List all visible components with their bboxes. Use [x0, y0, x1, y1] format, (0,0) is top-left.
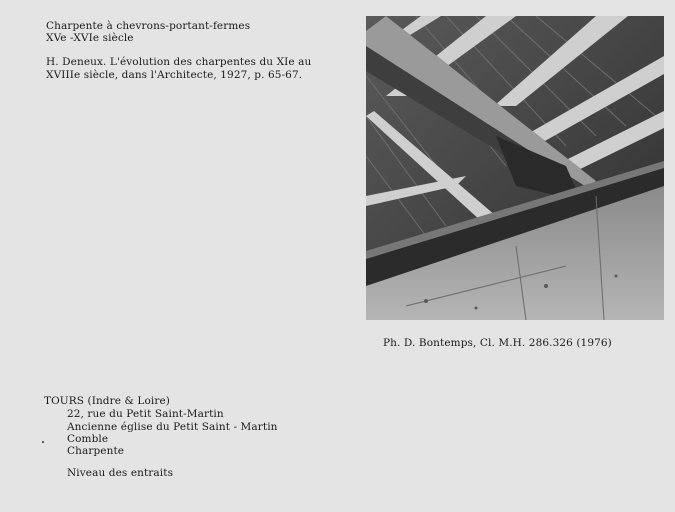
location-element: Charpente	[67, 445, 125, 457]
location-part: Comble	[67, 433, 109, 445]
location-detail: Niveau des entraits	[67, 467, 174, 479]
reference-line-1: H. Deneux. L'évolution des charpentes du XIe au	[46, 56, 312, 68]
margin-dot	[42, 441, 44, 443]
timber-roof-photo	[366, 16, 664, 320]
card-period: XVe -XVIe siècle	[46, 32, 134, 44]
photo-credit: Ph. D. Bontemps, Cl. M.H. 286.326 (1976)	[383, 337, 612, 349]
reference-line-2: XVIIIe siècle, dans l'Architecte, 1927, p. 65-67.	[46, 69, 303, 81]
location-address: 22, rue du Petit Saint-Martin	[67, 408, 224, 420]
card-title: Charpente à chevrons-portant-fermes	[46, 20, 251, 32]
location-building: Ancienne église du Petit Saint - Martin	[67, 421, 278, 433]
location-city: TOURS (Indre & Loire)	[44, 395, 170, 407]
